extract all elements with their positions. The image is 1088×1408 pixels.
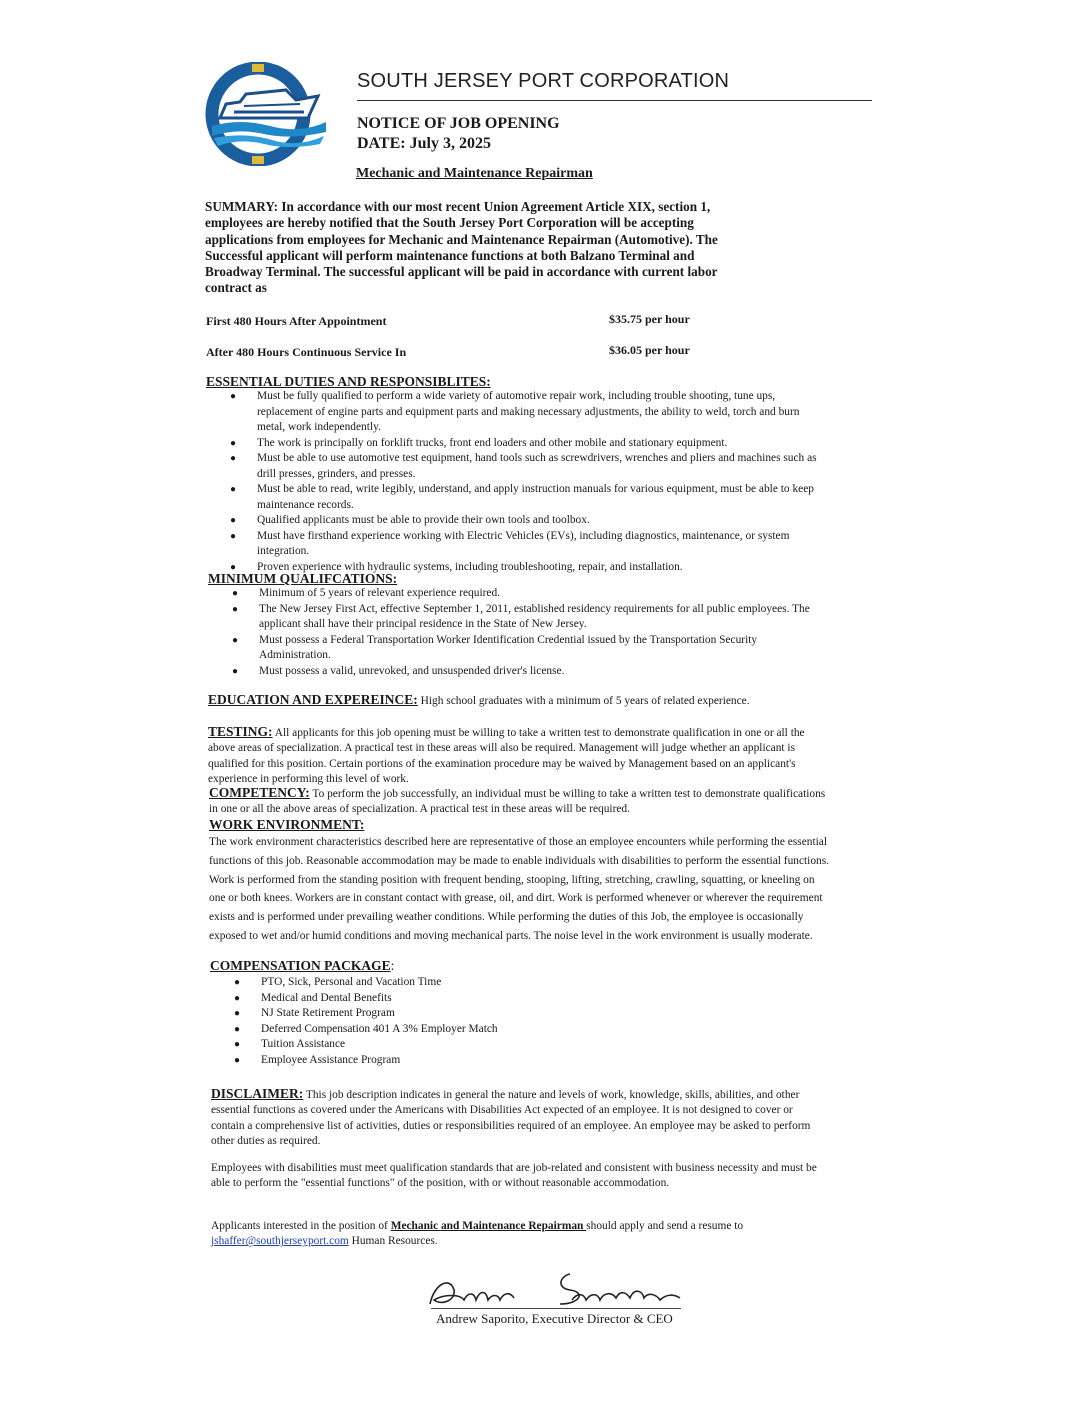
notice-title: NOTICE OF JOB OPENING [357, 115, 560, 132]
compensation-list [234, 975, 661, 1068]
notice-date: DATE: July 3, 2025 [357, 135, 491, 152]
list-item: ● Must be able to read, write legibly, understand, and apply instruction manuals for various equipment, must be able to keep maintenance records. [230, 483, 814, 511]
signature-line [431, 1308, 681, 1309]
summary-line: SUMMARY: In accordance with our most recent Union Agreement Article XIX, section 1, [205, 199, 711, 214]
signature-image [420, 1264, 690, 1312]
pay-label: First 480 Hours After Appointment [206, 314, 387, 328]
list-item: ● Employee Assistance Program [234, 1053, 401, 1066]
summary-line: Broadway Terminal. The successful applicant will be paid in accordance with current labor [205, 264, 718, 280]
testing-heading: TESTING: [208, 724, 273, 739]
list-item: ● NJ State Retirement Program [234, 1007, 395, 1019]
summary-line: applications from employees for Mechanic and Maintenance Repairman (Automotive). The [205, 231, 718, 247]
pay-rate: $35.75 per hour [609, 312, 690, 326]
ship-logo-icon [200, 62, 328, 166]
list-item: ● Must possess a Federal Transportation Worker Identification Credential issued by the Transportation Security Administration. [232, 633, 758, 661]
disability-note: Employees with disabilities must meet qualification standards that are job-related and consistent with business necessity and must be able to perform the "essential functions" of the position, with or without reasonable accommodation. [211, 1162, 817, 1190]
testing-section: TESTING: All applicants for this job opening must be willing to take a written test to demonstrate qualification in one or all the above areas of specialization. A practical test in these areas will also be required. Management will judge whether an applicant is qualified for this position. Certain portions of the examination procedure may be waived by Management based on an applicant's experience in performing this level of work. [208, 724, 805, 785]
disclaimer-section: DISCLAIMER: This job description indicates in general the nature and levels of work, knowledge, skills, abilities, and other essential functions as covered under the Americans with Disabilities Act expected of an employee. It is not designed to cover or contain a comprehensive list of activities, duties or responsibilities required of an employee. An employee may be asked to perform other duties as required. [211, 1086, 811, 1147]
list-item: ● Minimum of 5 years of relevant experience required. [232, 587, 501, 599]
apply-section: Applicants interested in the position of Mechanic and Maintenance Repairman should apply and send a resume to jshaffer@southjerseyport.com Human Resources. [211, 1220, 744, 1248]
compensation-heading: COMPENSATION PACKAGE: [210, 958, 395, 973]
summary-line: employees are hereby notified that the South Jersey Port Corporation will be accepting [205, 215, 694, 231]
summary [205, 199, 765, 297]
list-item: ● Medical and Dental Benefits [234, 991, 392, 1004]
list-item: ● Must have firsthand experience working with Electric Vehicles (EVs), including diagnostics, maintenance, or system integration. [230, 529, 790, 557]
list-item: ● Qualified applicants must be able to provide their own tools and toolbox. [230, 514, 590, 526]
list-item: ● The work is principally on forklift trucks, front end loaders and other mobile and stationary equipment. [230, 436, 728, 449]
email-link[interactable]: jshaffer@southjerseyport.com [211, 1235, 349, 1248]
qualifications-list [232, 586, 874, 679]
education-section [208, 692, 888, 709]
apply-position: Mechanic and Maintenance Repairman [390, 1220, 587, 1232]
education-heading: EDUCATION AND EXPEREINCE: [208, 692, 418, 707]
position-title: Mechanic and Maintenance Repairman [356, 166, 593, 181]
pay-rate: $36.05 per hour [609, 343, 690, 357]
list-item: ● Deferred Compensation 401 A 3% Employer Match [234, 1022, 498, 1035]
signatory-name: Andrew Saporito, Executive Director & CEO [436, 1311, 673, 1326]
organization-name: SOUTH JERSEY PORT CORPORATION [357, 70, 730, 92]
competency-section: COMPETENCY: To perform the job successfully, an individual must be willing to take a written test to demonstrate qualifications in one or all the above areas of specialization. A practical test in these areas will be required. [209, 785, 826, 816]
header-rule [357, 100, 872, 101]
list-item: ● Must be able to use automotive test equipment, hand tools such as screwdrivers, wrenches and pliers and machines such as drill presses, grinders, and presses. [230, 452, 817, 480]
summary-line: Successful applicant will perform maintenance functions at both Balzano Terminal and [205, 247, 695, 263]
education-text: High school graduates with a minimum of 5 years of related experience. [417, 695, 750, 707]
list-item: ● The New Jersey First Act, effective September 1, 2011, established residency requirements for all public employees. The applicant shall have their principal residence in the State of New Jersey. [232, 602, 810, 630]
work-environment-text: The work environment characteristics described here are representative of those an employee encounters while performing the essential functions of this job. Reasonable accommodation may be made to enable individuals with disabilities to perform the essential functions. Work is performed from the standing position with frequent bending, stooping, lifting, stretching, crawling, squatting, or kneeling on one or both knees. Workers are in constant contact with grease, oil, and dirt. Work is performed whenever or wherever the requirement exists and is performed under prevailing weather conditions. While performing the duties of this Job, the employee is occasionally exposed to wet and/or humid conditions and moving mechanical parts. The noise level in the work environment is usually moderate. [209, 836, 830, 942]
competency-heading: COMPETENCY: [209, 785, 310, 800]
pay-label: After 480 Hours Continuous Service In [206, 345, 407, 359]
list-item: ● Must possess a valid, unrevoked, and unsuspended driver's license. [232, 664, 565, 677]
notice-header [357, 114, 560, 154]
work-environment-heading: WORK ENVIRONMENT: [209, 817, 365, 832]
duties-list [230, 389, 882, 575]
list-item: ● PTO, Sick, Personal and Vacation Time [234, 976, 442, 988]
qualifications-heading: MINIMUM QUALIFCATIONS: [208, 571, 398, 586]
list-item: ● Must be fully qualified to perform a wide variety of automotive repair work, including trouble shooting, tune ups, replacement of engine parts and equipment parts and making necessary adjustments, the ability to weld, torch and burn metal, work independently. [230, 390, 800, 433]
summary-line: contract as [205, 280, 267, 296]
list-item: ● Tuition Assistance [234, 1038, 346, 1050]
disclaimer-heading: DISCLAIMER: [211, 1086, 304, 1101]
duties-heading: ESSENTIAL DUTIES AND RESPONSIBLITES: [206, 374, 491, 389]
list-item: ● Proven experience with hydraulic systems, including troubleshooting, repair, and installation. [230, 560, 683, 573]
